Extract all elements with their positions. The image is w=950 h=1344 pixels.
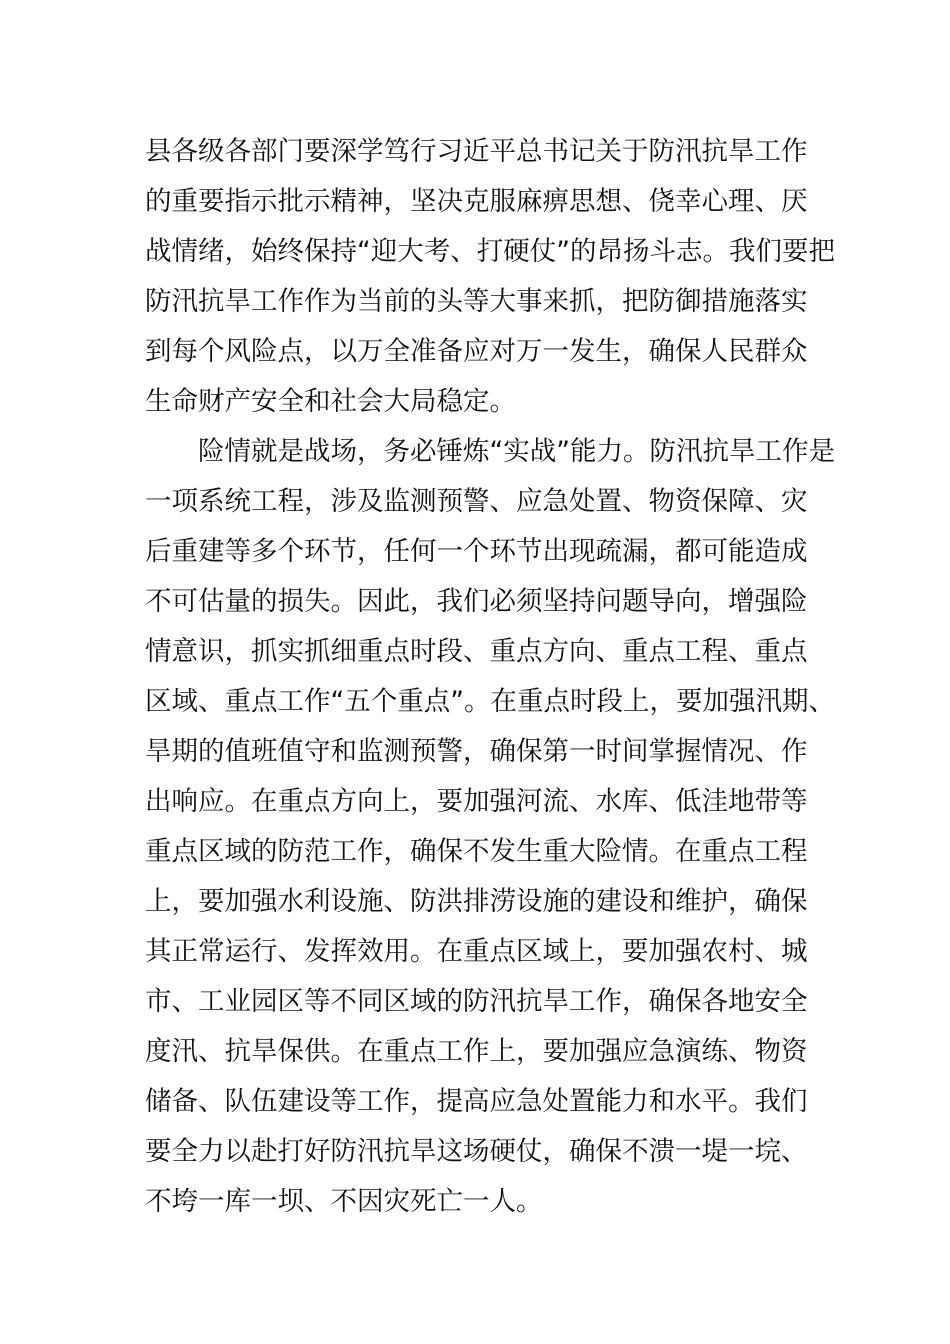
text-line: 要全力以赴打好防汛抗旱这场硬仗，确保不溃一堤一垸、: [145, 1136, 808, 1167]
text-line: 县各级各部门要深学笃行习近平总书记关于防汛抗旱工作: [145, 136, 808, 167]
text-line: 战情绪，始终保持“迎大考、打硬仗”的昂扬斗志。我们要把: [145, 236, 835, 267]
text-line: 其正常运行、发挥效用。在重点区域上，要加强农村、城: [145, 936, 808, 967]
text-line: 出响应。在重点方向上，要加强河流、水库、低洼地带等: [145, 786, 808, 817]
text-line: 后重建等多个环节，任何一个环节出现疏漏，都可能造成: [145, 536, 808, 567]
text-line: 险情就是战场，务必锤炼“实战”能力。防汛抗旱工作是: [198, 436, 835, 467]
text-line: 储备、队伍建设等工作，提高应急处置能力和水平。我们: [145, 1086, 808, 1117]
paragraph-1: [145, 127, 835, 427]
body-text: [145, 127, 835, 1227]
text-line: 上，要加强水利设施、防洪排涝设施的建设和维护，确保: [145, 886, 808, 917]
text-line: 度汛、抗旱保供。在重点工作上，要加强应急演练、物资: [145, 1036, 808, 1067]
text-line: 生命财产安全和社会大局稳定。: [145, 386, 516, 417]
paragraph-2: [145, 427, 835, 1227]
text-line: 的重要指示批示精神，坚决克服麻痹思想、侥幸心理、厌: [145, 186, 808, 217]
text-line: 不垮一库一坝、不因灾死亡一人。: [145, 1186, 543, 1217]
text-line: 到每个风险点，以万全准备应对万一发生，确保人民群众: [145, 336, 808, 367]
text-line: 重点区域的防范工作，确保不发生重大险情。在重点工程: [145, 836, 808, 867]
text-line: 一项系统工程，涉及监测预警、应急处置、物资保障、灾: [145, 486, 808, 517]
text-line: 市、工业园区等不同区域的防汛抗旱工作，确保各地安全: [145, 986, 808, 1017]
text-line: 防汛抗旱工作作为当前的头等大事来抓，把防御措施落实: [145, 286, 808, 317]
text-line: 情意识，抓实抓细重点时段、重点方向、重点工程、重点: [145, 636, 808, 667]
text-line: 区域、重点工作“五个重点”。在重点时段上，要加强汛期、: [145, 686, 835, 717]
text-line: 旱期的值班值守和监测预警，确保第一时间掌握情况、作: [145, 736, 808, 767]
text-line: 不可估量的损失。因此，我们必须坚持问题导向，增强险: [145, 586, 808, 617]
